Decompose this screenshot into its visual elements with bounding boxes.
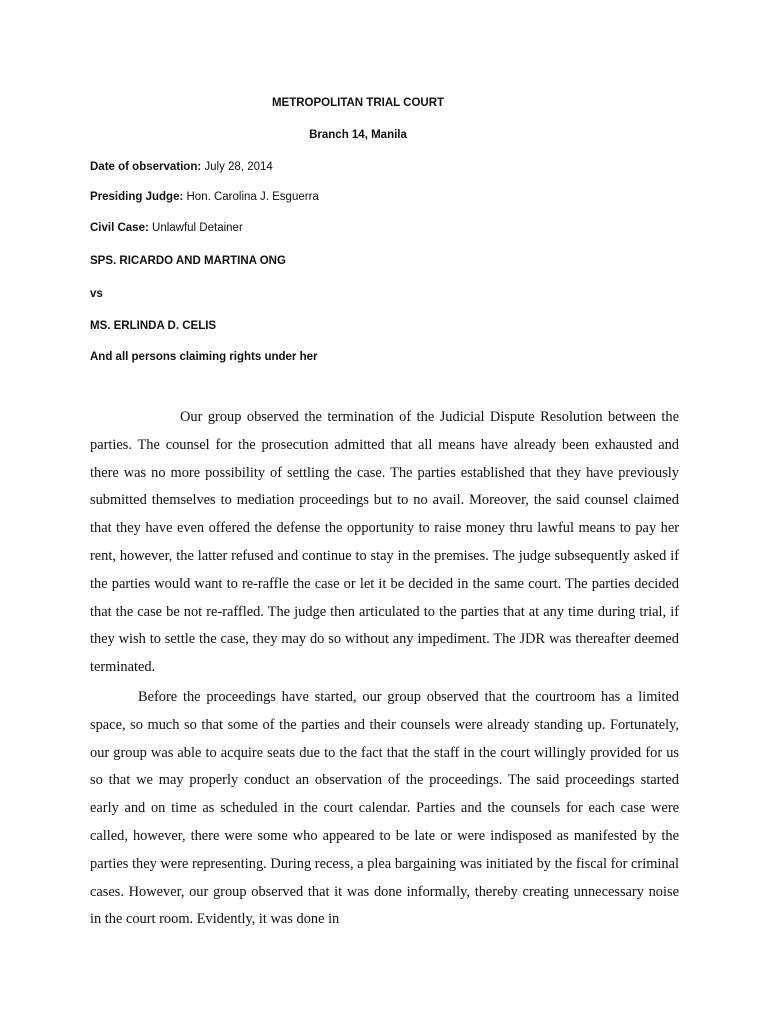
case-label: Civil Case: — [90, 222, 149, 234]
case-value: Unlawful Detainer — [148, 222, 243, 234]
branch-heading: Branch 14, Manila — [309, 129, 407, 141]
judge-label: Presiding Judge: — [90, 191, 184, 203]
date-of-observation-line — [90, 160, 273, 174]
date-value: July 28, 2014 — [201, 161, 273, 173]
persons-claiming-line: And all persons claiming rights under her — [90, 351, 318, 363]
defendant-line: MS. ERLINDA D. CELIS — [90, 320, 217, 332]
versus-line: vs — [90, 288, 103, 300]
presiding-judge-line — [90, 190, 319, 204]
date-label: Date of observation: — [90, 161, 202, 173]
body-paragraph-1: Our group observed the termination of the Judicial Dispute Resolution between the parties. The counsel for the prosecution admitted that all means have already been exhausted and there was no more possibility of settling the case. The parties established that they have previously submitted themselves to mediation proceedings but to no avail. Moreover, the said counsel claimed that they have even offered the defense the opportunity to raise money thru lawful means to pay her rent, however, the latter refused and continue to stay in the premises. The judge subsequently asked if the parties would want to re-raffle the case or let it be decided in the same court. The parties decided that the case be not re-raffled. The judge then articulated to the parties that at any time during trial, if they wish to settle the case, they may do so without any impediment. The JDR was thereafter deemed terminated. — [90, 409, 679, 676]
body-paragraph-2: Before the proceedings have started, our group observed that the courtroom has a limited space, so much so that some of the parties and their counsels were already standing up. Fortunately, our group was able to acquire seats due to the fact that the staff in the court willingly provided for us so that we may properly conduct an observation of the proceedings. The said proceedings started early and on time as scheduled in the court calendar. Parties and the counsels for each case were called, however, there were some who appeared to be late or were indisposed as manifested by the parties they were representing. During recess, a plea bargaining was initiated by the fiscal for criminal cases. However, our group observed that it was done informally, thereby creating unnecessary noise in the court room. Evidently, it was done in — [90, 689, 679, 928]
court-name-heading: METROPOLITAN TRIAL COURT — [271, 97, 445, 109]
plaintiffs-line: SPS. RICARDO AND MARTINA ONG — [90, 255, 286, 267]
civil-case-line — [90, 221, 243, 235]
judge-value: Hon. Carolina J. Esguerra — [183, 191, 319, 203]
